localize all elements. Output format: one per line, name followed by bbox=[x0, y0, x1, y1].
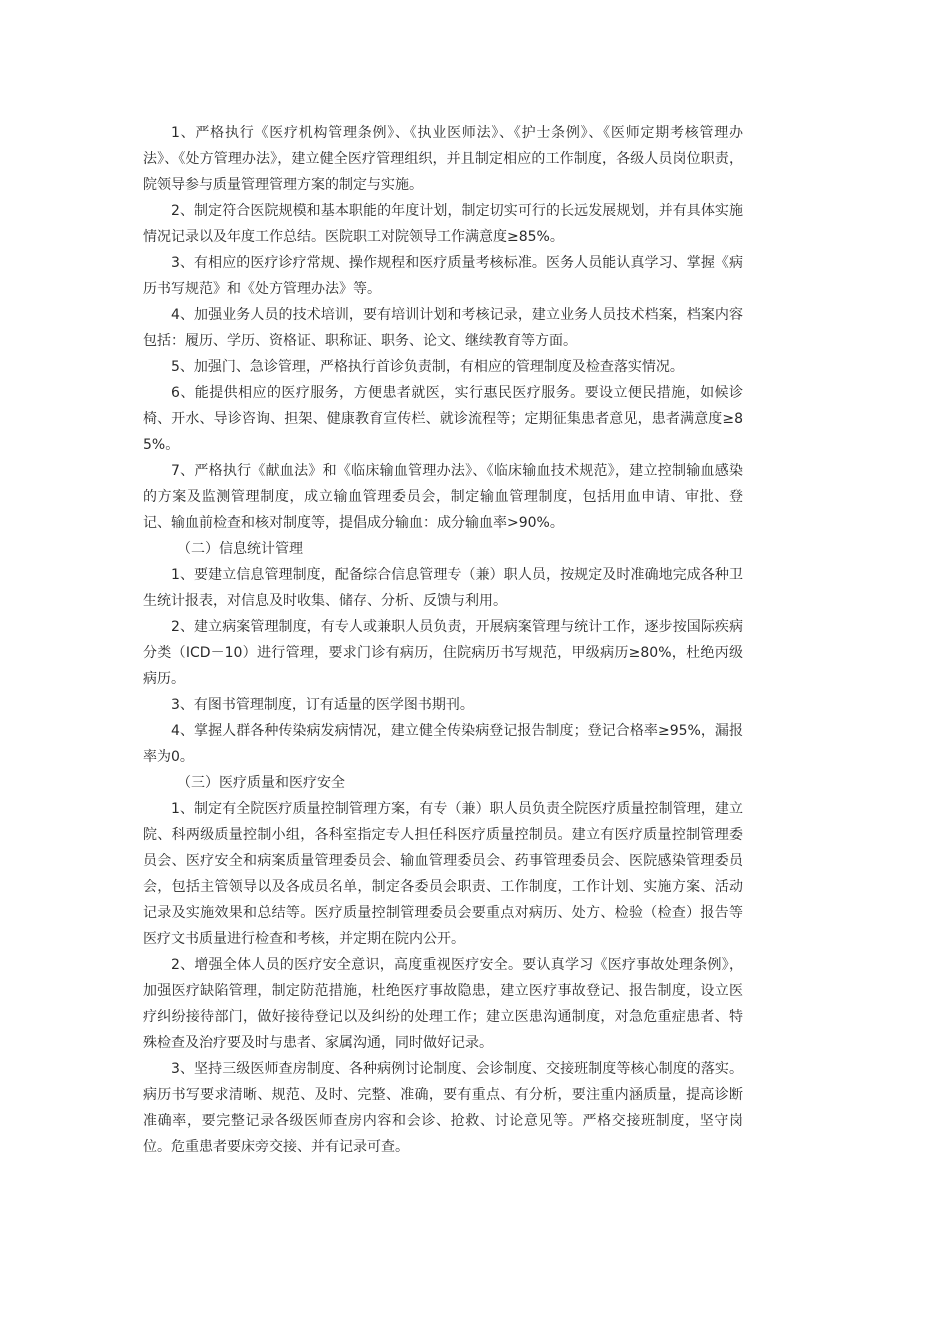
paragraph: 4、掌握人群各种传染病发病情况，建立健全传染病登记报告制度；登记合格率≥95%，漏报率为0。 bbox=[143, 723, 743, 765]
paragraph: 4、加强业务人员的技术培训，要有培训计划和考核记录，建立业务人员技术档案，档案内容包括：履历、学历、资格证、职称证、职务、论文、继续教育等方面。 bbox=[143, 307, 743, 349]
paragraph: 1、要建立信息管理制度，配备综合信息管理专（兼）职人员，按规定及时准确地完成各种卫生统计报表，对信息及时收集、储存、分析、反馈与利用。 bbox=[143, 567, 743, 609]
paragraph: 2、建立病案管理制度，有专人或兼职人员负责，开展病案管理与统计工作，逐步按国际疾病分类（ICD－10）进行管理，要求门诊有病历，住院病历书写规范，甲级病历≥80%，杜绝丙级病历。 bbox=[143, 619, 743, 687]
paragraph: 2、增强全体人员的医疗安全意识，高度重视医疗安全。要认真学习《医疗事故处理条例》，加强医疗缺陷管理，制定防范措施，杜绝医疗事故隐患，建立医疗事故登记、报告制度，设立医疗纠纷接待部门，做好接待登记以及纠纷的处理工作；建立医患沟通制度，对急危重症患者、特殊检查及治疗要及时与患者、家属沟通，同时做好记录。 bbox=[143, 957, 743, 1051]
paragraph: 2、制定符合医院规模和基本职能的年度计划，制定切实可行的长远发展规划，并有具体实施情况记录以及年度工作总结。医院职工对院领导工作满意度≥85%。 bbox=[143, 203, 743, 245]
paragraph: 1、制定有全院医疗质量控制管理方案，有专（兼）职人员负责全院医疗质量控制管理，建立院、科两级质量控制小组，各科室指定专人担任科医疗质量控制员。建立有医疗质量控制管理委员会、医疗安全和病案质量管理委员会、输血管理委员会、药事管理委员会、医院感染管理委员会，包括主管领导以及各成员名单，制定各委员会职责、工作制度，工作计划、实施方案、活动记录及实施效果和总结等。医疗质量控制管理委员会要重点对病历、处方、检验（检查）报告等医疗文书质量进行检查和考核，并定期在院内公开。 bbox=[143, 801, 743, 947]
paragraph: 7、严格执行《献血法》和《临床输血管理办法》、《临床输血技术规范》，建立控制输血感染的方案及监测管理制度，成立输血管理委员会，制定输血管理制度，包括用血申请、审批、登记、输血前检查和核对制度等，提倡成分输血：成分输血率>90%。 bbox=[143, 463, 743, 531]
paragraph: 3、坚持三级医师查房制度、各种病例讨论制度、会诊制度、交接班制度等核心制度的落实。病历书写要求清晰、规范、及时、完整、准确，要有重点、有分析，要注重内涵质量，提高诊断准确率，要完整记录各级医师查房内容和会诊、抢救、讨论意见等。严格交接班制度，坚守岗位。危重患者要床旁交接、并有记录可查。 bbox=[143, 1061, 743, 1155]
paragraph: 1、严格执行《医疗机构管理条例》、《执业医师法》、《护士条例》、《医师定期考核管理办法》、《处方管理办法》，建立健全医疗管理组织，并且制定相应的工作制度，各级人员岗位职责，院领导参与质量管理管理方案的制定与实施。 bbox=[143, 125, 743, 193]
paragraph: 6、能提供相应的医疗服务，方便患者就医，实行惠民医疗服务。要设立便民措施，如候诊椅、开水、导诊咨询、担架、健康教育宣传栏、就诊流程等；定期征集患者意见，患者满意度≥85%。 bbox=[143, 385, 743, 453]
paragraph: 3、有图书管理制度，订有适量的医学图书期刊。 bbox=[171, 697, 474, 713]
paragraph: 3、有相应的医疗诊疗常规、操作规程和医疗质量考核标准。医务人员能认真学习、掌握《病历书写规范》和《处方管理办法》等。 bbox=[143, 255, 743, 297]
section-heading: （二）信息统计管理 bbox=[177, 541, 303, 557]
section-heading: （三）医疗质量和医疗安全 bbox=[177, 775, 345, 791]
document-body bbox=[143, 120, 743, 1160]
paragraph: 5、加强门、急诊管理，严格执行首诊负责制，有相应的管理制度及检查落实情况。 bbox=[171, 359, 684, 375]
